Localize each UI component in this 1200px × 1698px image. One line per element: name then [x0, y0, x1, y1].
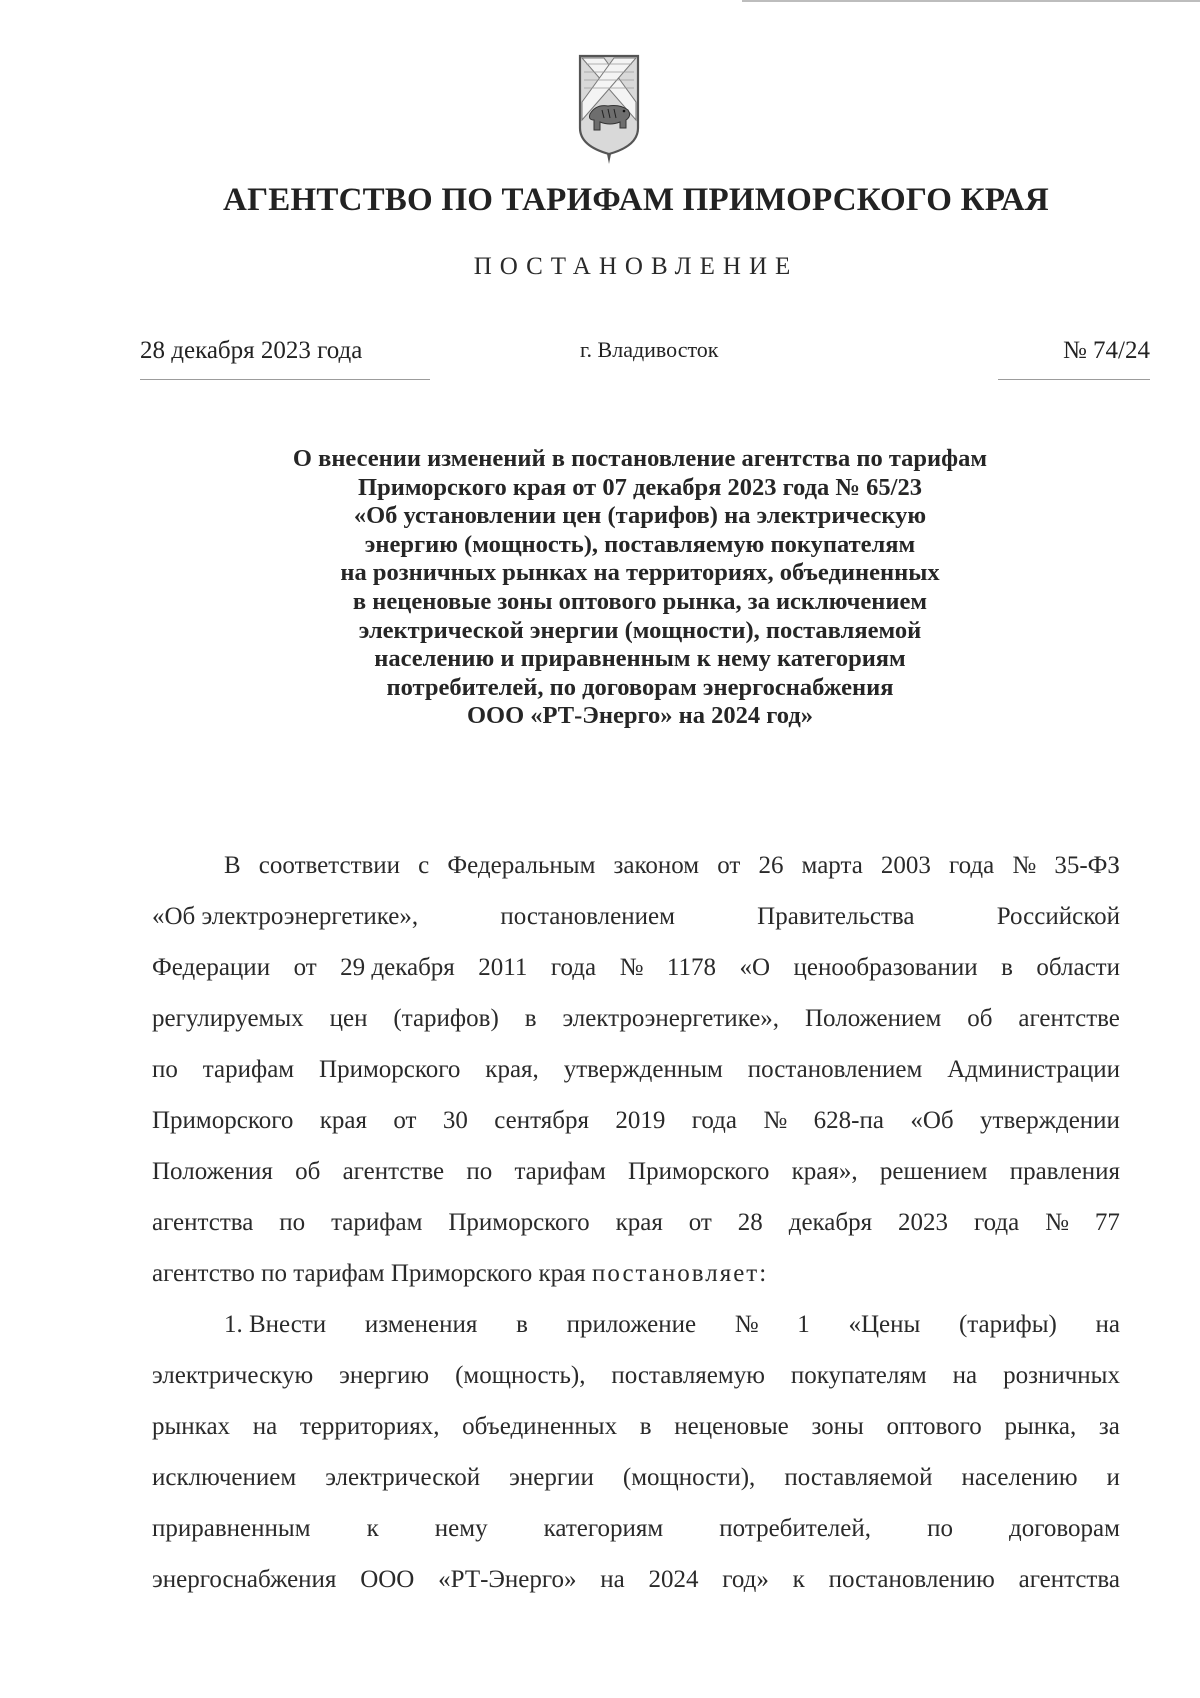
body-word: зоны [811, 1413, 864, 1440]
scan-edge-line [742, 0, 1200, 2]
body-word: тарифам [202, 1056, 295, 1083]
body-word: по [152, 1056, 178, 1083]
body-word: на [600, 1566, 625, 1593]
body-word: года [949, 852, 995, 879]
body-line [152, 1299, 1120, 1350]
body-word: ценообразовании [793, 954, 978, 981]
document-body [152, 840, 1120, 1605]
body-word: от [393, 1107, 417, 1134]
body-word: электрической [325, 1464, 481, 1491]
title-line: «Об установлении цен (тарифов) на электрическую [353, 502, 927, 530]
body-word: на [252, 1413, 278, 1440]
body-word: года [691, 1107, 737, 1134]
body-word: «Об [910, 1107, 954, 1134]
body-word: изменения [364, 1311, 478, 1338]
body-word: год» [722, 1566, 769, 1593]
body-line [152, 1044, 1120, 1095]
body-word: Приморского [319, 1056, 461, 1083]
body-word: тарифам [331, 1209, 423, 1236]
body-word: по [927, 1515, 953, 1542]
title-line: ООО «РТ-Энерго» на 2024 год» [466, 702, 813, 730]
body-word: 30 [442, 1107, 468, 1134]
body-word: «РТ-Энерго» [438, 1566, 577, 1593]
body-word: электроэнергетике», [562, 1005, 780, 1032]
body-word: 26 [758, 852, 784, 879]
body-word: в [524, 1005, 537, 1032]
body-word: цен [329, 1005, 368, 1032]
body-word: категориям [543, 1515, 664, 1542]
body-word: 35-ФЗ [1054, 852, 1120, 879]
body-word: энергоснабжения [152, 1566, 337, 1593]
body-word: к [366, 1515, 379, 1542]
body-word: 29 декабря [340, 954, 455, 981]
body-word: приложение [566, 1311, 697, 1338]
body-word: агентства [152, 1209, 254, 1236]
body-word: Федеральным [447, 852, 596, 879]
body-word: исключением [152, 1464, 297, 1491]
body-word: декабря [788, 1209, 873, 1236]
body-word: агентства [1018, 1566, 1120, 1593]
body-word: утвержденным [563, 1056, 723, 1083]
body-word: года [973, 1209, 1020, 1236]
body-word: оптового [886, 1413, 982, 1440]
body-word: 2011 [478, 954, 528, 981]
title-line: Приморского края от 07 декабря 2023 года № 65/23 [358, 473, 922, 501]
body-word: рынка, [1004, 1413, 1077, 1440]
body-word: Приморского [448, 1209, 590, 1236]
body-word: края, [485, 1056, 539, 1083]
body-word: с [418, 852, 430, 879]
body-word: в [639, 1413, 652, 1440]
body-word: об [295, 1158, 321, 1185]
document-type: ПОСТАНОВЛЕНИЕ [473, 253, 799, 280]
body-word: Администрации [947, 1056, 1120, 1083]
body-word: и [1106, 1464, 1120, 1491]
body-word: марта [801, 852, 863, 879]
title-line: О внесении изменений в постановление агентства по тарифам [292, 445, 988, 472]
body-word: 2024 [648, 1566, 699, 1593]
body-line [152, 1452, 1120, 1503]
body-line [152, 1554, 1120, 1605]
body-word: Приморского [152, 1107, 294, 1134]
body-word: (мощность), [455, 1362, 586, 1389]
body-word: электрическую [152, 1362, 314, 1389]
body-word: № [763, 1107, 788, 1134]
body-word: 1178 [666, 954, 716, 981]
body-word: соответствии [258, 852, 401, 879]
body-line [152, 942, 1120, 993]
title-line: на розничных рынках на территориях, объединенных [340, 559, 940, 587]
body-word: (тарифов) [393, 1005, 499, 1032]
body-word: 2003 [880, 852, 931, 879]
body-word: от [293, 954, 317, 981]
body-word: за [1098, 1413, 1120, 1440]
body-word: агентстве [342, 1158, 445, 1185]
title-line: населению и приравненным к нему категориям [374, 645, 906, 673]
body-line [152, 1095, 1120, 1146]
body-line [152, 993, 1120, 1044]
body-word: Положения [152, 1158, 273, 1185]
body-word: потребителей, [719, 1515, 871, 1542]
body-word: Российской [996, 903, 1120, 930]
body-word: № [734, 1311, 759, 1338]
agency-name: АГЕНТСТВО ПО ТАРИФАМ ПРИМОРСКОГО КРАЯ [223, 182, 1049, 218]
body-word: к [792, 1566, 805, 1593]
title-line: энергию (мощность), поставляемую покупателям [364, 530, 916, 558]
body-word: № [1012, 852, 1037, 879]
body-word: в [516, 1311, 528, 1338]
body-word: в [1001, 954, 1013, 981]
body-line [152, 1146, 1120, 1197]
body-word: 1 [797, 1311, 810, 1338]
resolves-word: постановляет: [591, 1260, 769, 1287]
body-word: агентстве [1018, 1005, 1120, 1032]
body-word: энергию [339, 1362, 430, 1389]
body-word: «О [739, 954, 771, 981]
body-word: «Об электроэнергетике», [152, 903, 419, 930]
body-word: В [224, 852, 241, 879]
body-word: от [717, 852, 741, 879]
document-title [140, 445, 1140, 731]
body-word: № [1045, 1209, 1069, 1236]
body-word: постановлением [500, 903, 675, 930]
body-line [152, 840, 1120, 891]
body-word: приравненным [152, 1515, 311, 1542]
body-line [152, 1350, 1120, 1401]
body-word: розничных [1003, 1362, 1120, 1389]
body-word: 628-па [813, 1107, 884, 1134]
body-word: об [967, 1005, 993, 1032]
body-word: на [952, 1362, 978, 1389]
body-word: неценовые [674, 1413, 789, 1440]
body-word: Приморского [628, 1158, 770, 1185]
body-word: объединенных [462, 1413, 618, 1440]
body-word: законом [613, 852, 700, 879]
body-word: регулируемых [152, 1005, 304, 1032]
document-date: 28 декабря 2023 года [140, 337, 430, 380]
body-word: по [279, 1209, 306, 1236]
body-word: Федерации [152, 954, 271, 981]
body-word: постановлению [828, 1566, 995, 1593]
body-word: постановлением [747, 1056, 923, 1083]
body-word: 77 [1094, 1209, 1120, 1236]
body-word: «Цены [848, 1311, 921, 1338]
body-line [152, 891, 1120, 942]
document-number: № 74/24 [998, 337, 1150, 380]
title-line: электрической энергии (мощности), поставляемой [358, 616, 922, 644]
body-word: 2019 [615, 1107, 666, 1134]
body-word: решением [879, 1158, 988, 1185]
body-word: края [319, 1107, 367, 1134]
body-word: по [466, 1158, 493, 1185]
body-line [152, 1197, 1120, 1248]
body-word: (тарифы) [958, 1311, 1057, 1338]
body-word: (мощности), [622, 1464, 756, 1491]
body-word: от [688, 1209, 712, 1236]
body-line [152, 1248, 1120, 1299]
body-word: края», [791, 1158, 858, 1185]
body-word: договорам [1009, 1515, 1120, 1542]
body-word: тарифам [514, 1158, 606, 1185]
coat-of-arms-emblem [574, 50, 644, 170]
body-word: энергии [509, 1464, 594, 1491]
body-text-segment: агентство по тарифам Приморского края [152, 1260, 586, 1287]
body-word: утверждении [980, 1107, 1120, 1134]
body-word: правления [1009, 1158, 1120, 1185]
title-line: в неценовые зоны оптового рынка, за исключением [352, 587, 928, 615]
body-word: территориях, [299, 1413, 440, 1440]
body-word: № [619, 954, 644, 981]
title-line: потребителей, по договорам энергоснабжения [386, 673, 894, 701]
body-word: поставляемую [611, 1362, 765, 1389]
body-line [152, 1401, 1120, 1452]
body-word: рынках [152, 1413, 231, 1440]
body-word: поставляемой [784, 1464, 933, 1491]
body-word: покупателям [790, 1362, 927, 1389]
body-word: Правительства [757, 903, 915, 930]
body-word: Положением [805, 1005, 942, 1032]
body-word: населению [961, 1464, 1078, 1491]
body-word: 28 [737, 1209, 763, 1236]
body-word: области [1036, 954, 1120, 981]
body-word: ООО [360, 1566, 415, 1593]
body-word: сентября [494, 1107, 589, 1134]
body-word: 2023 [898, 1209, 949, 1236]
body-word: края [615, 1209, 663, 1236]
body-line [152, 1503, 1120, 1554]
document-city: г. Владивосток [580, 337, 719, 362]
body-word: на [1095, 1311, 1120, 1338]
body-word: 1. Внести [224, 1311, 327, 1338]
body-word: года [550, 954, 597, 981]
body-word: нему [434, 1515, 488, 1542]
